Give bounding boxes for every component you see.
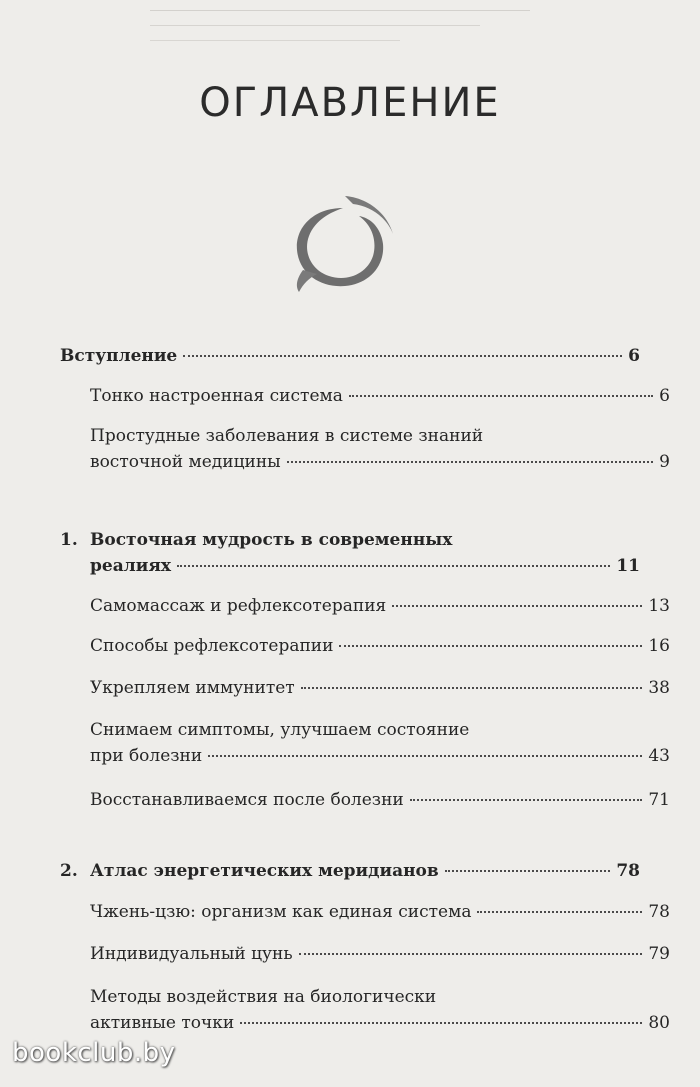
dot-leader: [392, 605, 642, 607]
toc-page-number: 80: [648, 1013, 670, 1033]
bleed-through-text: [150, 4, 550, 64]
dot-leader: [339, 645, 642, 647]
toc-entry-text: Методы воздействия на биологически: [90, 987, 437, 1007]
toc-entry-text-continued: активные точки: [90, 1013, 235, 1033]
chapter-number: 1.: [60, 530, 78, 550]
page-title: ОГЛАВЛЕНИЕ: [199, 80, 501, 126]
toc-entry-subsection[interactable]: [60, 717, 670, 769]
toc-entry-chapter-2[interactable]: [60, 858, 640, 884]
toc-entry-subsection[interactable]: [60, 675, 670, 701]
toc-page-number: 78: [648, 902, 670, 922]
toc-entry-text: Восстанавливаемся после болезни: [90, 790, 404, 810]
toc-entry-text: Чжень-цзю: организм как единая система: [90, 902, 472, 922]
toc-page-number: 13: [648, 596, 670, 616]
toc-entry-subsection[interactable]: [60, 383, 670, 409]
swirl-logo-icon: [283, 188, 401, 300]
toc-entry-subsection[interactable]: [60, 593, 670, 619]
toc-entry-text: Самомассаж и рефлексотерапия: [90, 596, 387, 616]
toc-page-number: 38: [648, 678, 670, 698]
dot-leader: [301, 687, 643, 689]
dot-leader: [410, 799, 643, 801]
dot-leader: [299, 953, 643, 955]
toc-entry-subsection[interactable]: [60, 941, 670, 967]
toc-entry-text-continued: реалиях: [90, 556, 172, 576]
toc-page-number: 78: [616, 861, 640, 881]
dot-leader: [349, 395, 653, 397]
toc-entry-subsection[interactable]: [60, 423, 670, 475]
toc-entry-text: Тонко настроенная система: [90, 386, 343, 406]
toc-page-number: 71: [648, 790, 670, 810]
toc-entry-text-continued: восточной медицины: [90, 452, 281, 472]
dot-leader: [177, 565, 610, 567]
dot-leader: [183, 355, 622, 357]
toc-entry-subsection[interactable]: [60, 633, 670, 659]
dot-leader: [477, 911, 642, 913]
toc-entry-intro[interactable]: [60, 343, 640, 369]
toc-page-number: 43: [648, 746, 670, 766]
toc-entry-text: Вступление: [60, 346, 178, 366]
toc-entry-subsection[interactable]: [60, 899, 670, 925]
toc-page-number: 9: [659, 452, 670, 472]
toc-page-number: 6: [628, 346, 640, 366]
toc-entry-text: Индивидуальный цунь: [90, 944, 293, 964]
toc-entry-text: Способы рефлексотерапии: [90, 636, 334, 656]
toc-entry-text: Восточная мудрость в современных: [90, 530, 453, 550]
toc-entry-text: Атлас энергетических меридианов: [90, 861, 439, 881]
dot-leader: [287, 461, 653, 463]
toc-page-number: 11: [616, 556, 640, 576]
site-watermark: bookclub.by: [12, 1038, 176, 1068]
toc-entry-chapter-1[interactable]: [60, 527, 640, 579]
toc-page-number: 79: [648, 944, 670, 964]
toc-entry-text: Снимаем симптомы, улучшаем состояние: [90, 720, 470, 740]
chapter-number: 2.: [60, 861, 78, 881]
toc-entry-subsection[interactable]: [60, 984, 670, 1036]
toc-entry-text: Простудные заболевания в системе знаний: [90, 426, 484, 446]
toc-entry-text: Укрепляем иммунитет: [90, 678, 295, 698]
dot-leader: [445, 870, 611, 872]
toc-page-number: 6: [659, 386, 670, 406]
dot-leader: [240, 1022, 642, 1024]
toc-page-number: 16: [648, 636, 670, 656]
toc-entry-text-continued: при болезни: [90, 746, 203, 766]
toc-entry-subsection[interactable]: [60, 787, 670, 813]
dot-leader: [208, 755, 642, 757]
